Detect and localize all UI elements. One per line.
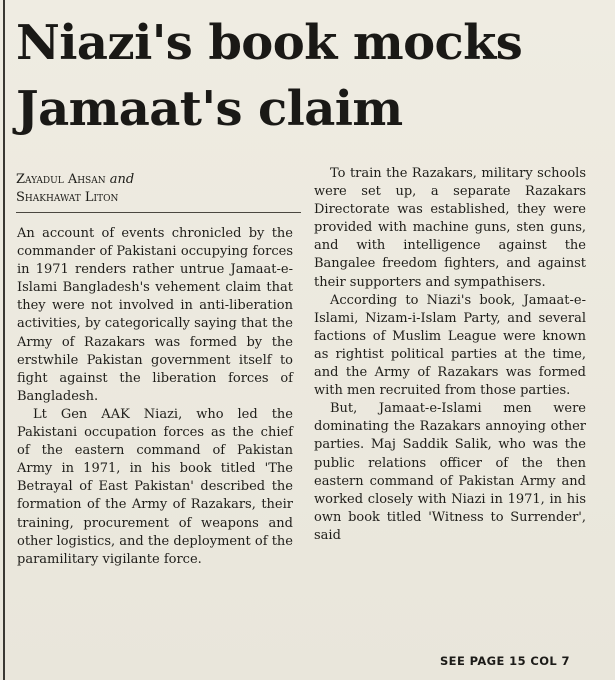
continuation-jump: SEE PAGE 15 COL 7 [440,654,570,668]
byline-and: and [109,172,135,187]
byline-author-2: Shakhawat Liton [16,190,119,205]
article-paragraph-4: According to Niazi's book, Jamaat-e-Islami, Nizam-i-Islam Party, and several factions of Muslim League were known as rightist political parties at the time, and the Army of Razakars was formed with men recruited from those parties. [314,292,586,399]
article-column-right [314,165,586,545]
article-paragraph-1: An account of events chronicled by the commander of Pakistani occupying forces in 1971 renders rather untrue Jamaat-e-Islami Bangladesh's vehement claim that they were not involved in anti-liberation activities, by categorically saying that the Army of Razakars was formed by the erstwhile Pakistan government itself to fight against the liberation forces of Bangladesh. [17,226,293,404]
headline [16,10,611,142]
headline-line-2: Jamaat's claim [16,81,403,137]
column-rule [3,0,5,680]
byline-author-1: Zayadul Ahsan [16,172,106,187]
article-paragraph-5: But, Jamaat-e-Islami men were dominating the Razakars annoying other parties. Maj Saddik Salik, who was the public relations officer of the then eastern command of Pakistan Army and worked closely with Niazi in 1971, in his own book titled 'Witness to Surrender', said [314,401,586,543]
byline [16,171,301,207]
article-paragraph-2: Lt Gen AAK Niazi, who led the Pakistani occupation forces as the chief of the eastern command of Pakistan Army in 1971, in his book titled 'The Betrayal of East Pakistan' described the formation of the Army of Razakars, their training, procurement of weapons and other logistics, and the deployment of the paramilitary vigilante force. [17,406,293,567]
headline-line-1: Niazi's book mocks [16,15,523,71]
article-paragraph-3: To train the Razakars, military schools were set up, a separate Razakars Directorate was established, they were provided with machine guns, sten guns, and with intelligence against the Bangalee freedom fighters, and against their supporters and sympathisers. [314,166,586,290]
article-column-left [17,225,293,569]
byline-rule [16,212,301,213]
